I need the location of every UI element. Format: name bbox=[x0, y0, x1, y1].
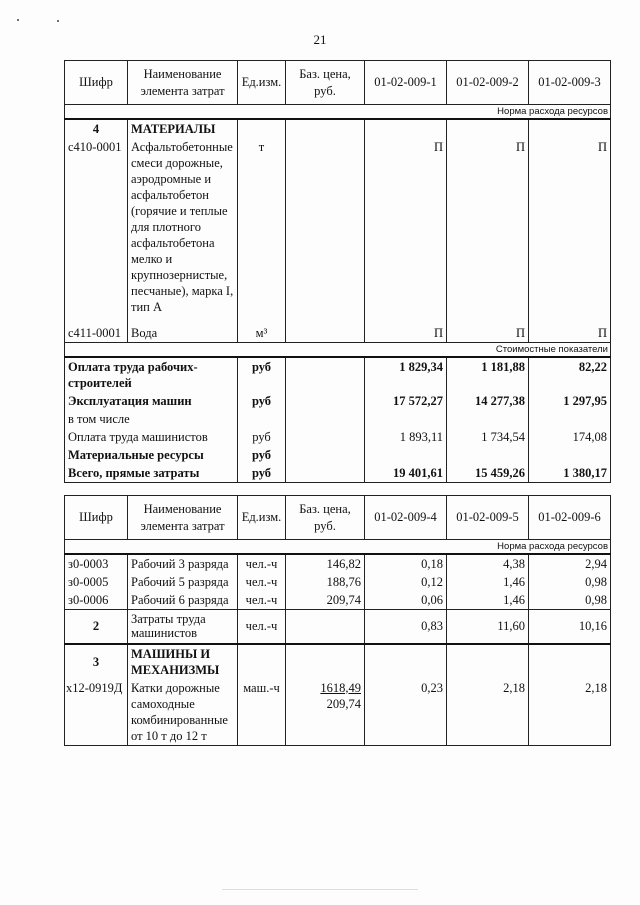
worker-value: 0,98 bbox=[529, 591, 611, 610]
scan-dot bbox=[17, 19, 19, 21]
material-value: П bbox=[365, 324, 447, 343]
worker-unit: чел.-ч bbox=[238, 573, 286, 591]
header-unit: Ед.изм. bbox=[238, 496, 286, 540]
worker-value: 0,12 bbox=[365, 573, 447, 591]
header-price: Баз. цена, руб. bbox=[286, 61, 365, 105]
header-col-2: 01-02-009-2 bbox=[447, 61, 529, 105]
norm-label: Норма расхода ресурсов bbox=[65, 540, 611, 555]
cost-label: Стоимостные показатели bbox=[65, 343, 611, 358]
cost-value: 174,08 bbox=[529, 428, 611, 446]
scan-edge-line bbox=[222, 889, 418, 890]
cost-value: 1 734,54 bbox=[447, 428, 529, 446]
material-name: Асфальтобетонные смеси дорожные, аэродромные и асфальтобетон (горячие и теплые для плотного асфальтобетона мелко и крупнозернистые, песчаные), марка I, тип А bbox=[128, 138, 238, 316]
cost-name: Всего, прямые затраты bbox=[65, 464, 238, 483]
cost-unit: руб bbox=[238, 392, 286, 410]
worker-unit: чел.-ч bbox=[238, 554, 286, 573]
worker-name: Рабочий 3 разряда bbox=[128, 554, 238, 573]
cost-row bbox=[65, 410, 611, 428]
header-col-1: 01-02-009-1 bbox=[365, 61, 447, 105]
worker-value: 2,94 bbox=[529, 554, 611, 573]
cost-name: в том числе bbox=[65, 410, 238, 428]
page-number: 21 bbox=[313, 32, 327, 47]
labor-value: 0,83 bbox=[365, 610, 447, 644]
machine-code: х12-0919Д bbox=[65, 679, 128, 746]
header-col-5: 01-02-009-5 bbox=[447, 496, 529, 540]
worker-price: 188,76 bbox=[286, 573, 365, 591]
cost-value: 1 297,95 bbox=[529, 392, 611, 410]
cost-value: 1 829,34 bbox=[365, 357, 447, 392]
scan-dot bbox=[57, 20, 59, 22]
worker-price: 146,82 bbox=[286, 554, 365, 573]
cost-row bbox=[65, 446, 611, 464]
header-code: Шифр bbox=[65, 496, 128, 540]
worker-name: Рабочий 6 разряда bbox=[128, 591, 238, 610]
labor-unit: чел.-ч bbox=[238, 610, 286, 644]
resource-table-1 bbox=[64, 60, 611, 483]
cost-row bbox=[65, 357, 611, 392]
cost-row bbox=[65, 464, 611, 483]
cost-value: 1 893,11 bbox=[365, 428, 447, 446]
header-name: Наименование элемента затрат bbox=[128, 496, 238, 540]
section-title: МАТЕРИАЛЫ bbox=[128, 119, 238, 138]
worker-value: 0,18 bbox=[365, 554, 447, 573]
machine-value: 2,18 bbox=[529, 679, 611, 746]
norm-label-row bbox=[65, 540, 611, 555]
worker-code: з0-0005 bbox=[65, 573, 128, 591]
cost-value: 1 181,88 bbox=[447, 357, 529, 392]
cost-name: Оплата труда рабочих-строителей bbox=[65, 357, 238, 392]
section-code: 4 bbox=[65, 119, 128, 138]
material-value: П bbox=[365, 138, 447, 316]
machine-name: Катки дорожные самоходные комбинированные от 10 т до 12 т bbox=[128, 679, 238, 746]
material-value: П bbox=[447, 324, 529, 343]
material-name: Вода bbox=[128, 324, 238, 343]
cost-row bbox=[65, 392, 611, 410]
material-unit: т bbox=[238, 138, 286, 316]
worker-value: 4,38 bbox=[447, 554, 529, 573]
worker-row bbox=[65, 591, 611, 610]
cost-value: 19 401,61 bbox=[365, 464, 447, 483]
labor-code: 2 bbox=[65, 610, 128, 644]
cost-value: 82,22 bbox=[529, 357, 611, 392]
cost-label-row bbox=[65, 343, 611, 358]
worker-price: 209,74 bbox=[286, 591, 365, 610]
labor-value: 10,16 bbox=[529, 610, 611, 644]
header-col-4: 01-02-009-4 bbox=[365, 496, 447, 540]
machine-price-secondary: 209,74 bbox=[326, 696, 361, 711]
machine-value: 2,18 bbox=[447, 679, 529, 746]
cost-name: Материальные ресурсы bbox=[65, 446, 238, 464]
machine-price: 1618,49 bbox=[320, 680, 361, 695]
cost-unit: руб bbox=[238, 428, 286, 446]
cost-value: 14 277,38 bbox=[447, 392, 529, 410]
worker-code: з0-0006 bbox=[65, 591, 128, 610]
worker-unit: чел.-ч bbox=[238, 591, 286, 610]
machine-value: 0,23 bbox=[365, 679, 447, 746]
header-name: Наименование элемента затрат bbox=[128, 61, 238, 105]
labor-name: Затраты труда машинистов bbox=[128, 610, 238, 644]
material-value: П bbox=[529, 138, 611, 316]
worker-value: 0,06 bbox=[365, 591, 447, 610]
worker-row bbox=[65, 554, 611, 573]
header-unit: Ед.изм. bbox=[238, 61, 286, 105]
worker-value: 1,46 bbox=[447, 591, 529, 610]
section-machines-row bbox=[65, 644, 611, 679]
material-code: с410-0001 bbox=[65, 138, 128, 316]
cost-value: 17 572,27 bbox=[365, 392, 447, 410]
labor-row bbox=[65, 610, 611, 644]
header-row bbox=[65, 496, 611, 540]
worker-value: 1,46 bbox=[447, 573, 529, 591]
header-code: Шифр bbox=[65, 61, 128, 105]
section-title: МАШИНЫ И МЕХАНИЗМЫ bbox=[128, 644, 238, 679]
material-value: П bbox=[529, 324, 611, 343]
worker-value: 0,98 bbox=[529, 573, 611, 591]
cost-row bbox=[65, 428, 611, 446]
section-code: 3 bbox=[65, 644, 128, 679]
cost-unit: руб bbox=[238, 357, 286, 392]
material-unit: м³ bbox=[238, 324, 286, 343]
header-col-6: 01-02-009-6 bbox=[529, 496, 611, 540]
norm-label-row bbox=[65, 105, 611, 120]
resource-table-2 bbox=[64, 495, 611, 746]
cost-unit: руб bbox=[238, 446, 286, 464]
labor-value: 11,60 bbox=[447, 610, 529, 644]
cost-name: Оплата труда машинистов bbox=[65, 428, 238, 446]
cost-unit: руб bbox=[238, 464, 286, 483]
material-row bbox=[65, 324, 611, 343]
cost-value: 1 380,17 bbox=[529, 464, 611, 483]
material-row bbox=[65, 138, 611, 316]
header-price: Баз. цена, руб. bbox=[286, 496, 365, 540]
material-value: П bbox=[447, 138, 529, 316]
worker-name: Рабочий 5 разряда bbox=[128, 573, 238, 591]
worker-row bbox=[65, 573, 611, 591]
header-row bbox=[65, 61, 611, 105]
header-col-3: 01-02-009-3 bbox=[529, 61, 611, 105]
machine-row bbox=[65, 679, 611, 746]
cost-name: Эксплуатация машин bbox=[65, 392, 238, 410]
worker-code: з0-0003 bbox=[65, 554, 128, 573]
norm-label: Норма расхода ресурсов bbox=[65, 105, 611, 120]
section-materials-row bbox=[65, 119, 611, 138]
cost-value: 15 459,26 bbox=[447, 464, 529, 483]
machine-unit: маш.-ч bbox=[238, 679, 286, 746]
material-code: с411-0001 bbox=[65, 324, 128, 343]
